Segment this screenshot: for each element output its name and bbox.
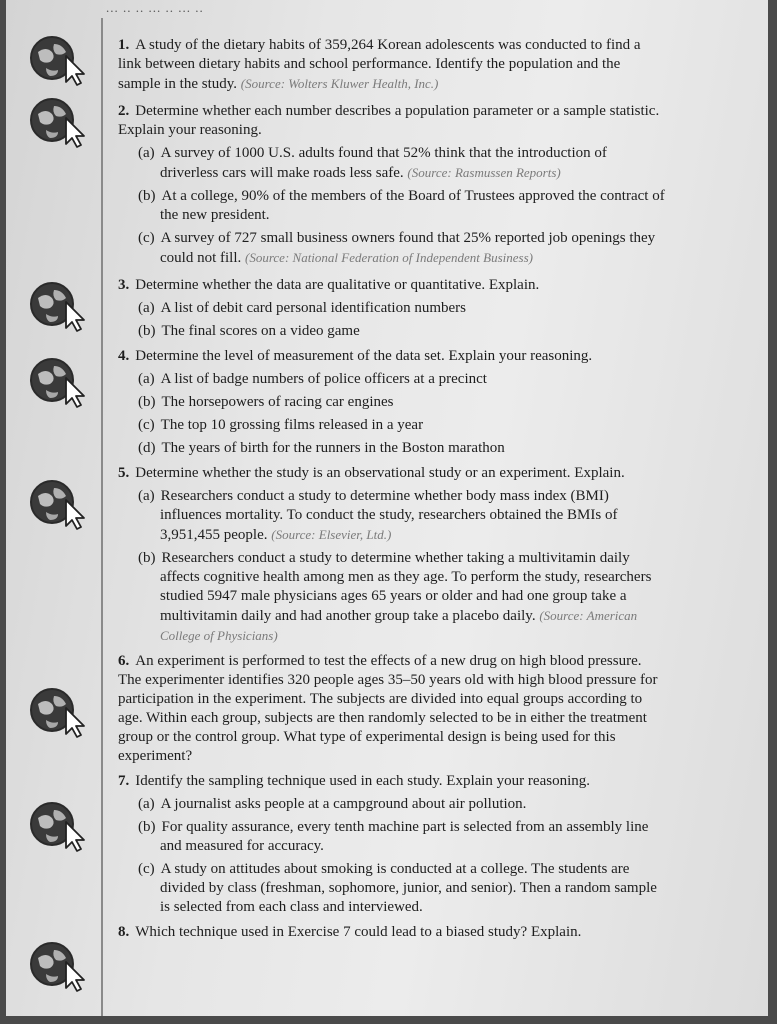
part-label: (a) (138, 145, 155, 161)
source-citation: (Source: National Federation of Independent Business) (245, 250, 533, 265)
exercise-number: 4. (118, 348, 130, 364)
part-label: (b) (138, 394, 156, 410)
exercise-number: 7. (118, 773, 130, 789)
part-label: (a) (138, 796, 155, 812)
exercise-text: Determine whether each number describes a population parameter or a sample statistic. Explain your reasoning. (118, 103, 660, 138)
part-text: At a college, 90% of the members of the Board of Trustees approved the contract of the new president. (160, 188, 665, 223)
exercise-part (138, 322, 666, 341)
exercise-number: 2. (118, 103, 130, 119)
exercise-text: Determine whether the study is an observational study or an experiment. Explain. (135, 465, 625, 481)
part-text: Researchers conduct a study to determine whether body mass index (BMI) influences mortality. To conduct the study, researchers obtained the BMIs of 3,951,455 people. (160, 488, 618, 543)
exercise-part (138, 393, 666, 412)
exercise-prompt (118, 772, 666, 791)
exercise-part (138, 299, 666, 318)
exercise-prompt (118, 652, 666, 766)
globe-cursor-icon (28, 280, 92, 332)
exercise-part (138, 818, 666, 856)
exercise-2 (118, 102, 666, 268)
exercise-number: 8. (118, 924, 130, 940)
exercise-prompt (118, 347, 666, 366)
exercise-text: An experiment is performed to test the effects of a new drug on high blood pressure. The experimenter identifies 320 people ages 35–50 years old with high blood pressure for participation in the experiment. The subjects are divided into equal groups according to age. Within each group, subjects are then randomly selected to be in either the treatment group or the control group. What type of experimental design is being used for this experiment? (118, 653, 658, 764)
globe-cursor-icon (28, 356, 92, 408)
part-label: (c) (138, 230, 155, 246)
source-citation: (Source: American College of Physicians) (160, 608, 638, 643)
exercise-list (118, 36, 666, 942)
exercise-prompt (118, 276, 666, 295)
exercise-4 (118, 347, 666, 458)
part-label: (a) (138, 488, 155, 504)
exercise-3 (118, 276, 666, 341)
cut-off-header: ... .. .. ... .. ... .. (106, 0, 204, 15)
exercise-prompt (118, 464, 666, 483)
exercise-prompt (118, 36, 666, 94)
exercise-text: A study of the dietary habits of 359,264 Korean adolescents was conducted to find a link between dietary habits and school performance. Identify the population and the sample in the study. (118, 37, 641, 92)
source-citation: (Source: Wolters Kluwer Health, Inc.) (240, 76, 439, 91)
exercise-part (138, 487, 666, 545)
part-label: (b) (138, 550, 156, 566)
exercise-part (138, 795, 666, 814)
source-citation: (Source: Elsevier, Ltd.) (271, 527, 392, 542)
part-label: (d) (138, 440, 156, 456)
globe-cursor-icon (28, 800, 92, 852)
part-label: (b) (138, 819, 156, 835)
part-text: A study on attitudes about smoking is conducted at a college. The students are divided by class (freshman, sophomore, junior, and senior). Then a random sample is selected from each class and interviewed. (160, 861, 657, 915)
exercise-5 (118, 464, 666, 646)
exercise-part (138, 416, 666, 435)
part-text: The horsepowers of racing car engines (161, 394, 394, 410)
part-text: A survey of 727 small business owners found that 25% reported job openings they could not fill. (160, 230, 656, 266)
part-text: A list of badge numbers of police officers at a precinct (160, 371, 487, 387)
exercise-part (138, 860, 666, 917)
margin-rule (101, 18, 103, 1016)
part-text: The top 10 grossing films released in a year (160, 417, 424, 433)
exercise-part (138, 144, 666, 183)
globe-cursor-icon (28, 34, 92, 86)
exercise-number: 1. (118, 37, 130, 53)
globe-cursor-icon (28, 686, 92, 738)
exercise-7 (118, 772, 666, 917)
exercise-6 (118, 652, 666, 766)
part-label: (a) (138, 300, 155, 316)
exercise-text: Determine the level of measurement of the data set. Explain your reasoning. (135, 348, 593, 364)
part-label: (c) (138, 861, 155, 877)
globe-cursor-icon (28, 940, 92, 992)
exercise-text: Identify the sampling technique used in each study. Explain your reasoning. (135, 773, 590, 789)
part-text: For quality assurance, every tenth machine part is selected from an assembly line and measured for accuracy. (160, 819, 649, 854)
exercise-part (138, 439, 666, 458)
textbook-page (6, 0, 768, 1016)
part-label: (c) (138, 417, 155, 433)
part-text: The final scores on a video game (161, 323, 360, 339)
part-label: (a) (138, 371, 155, 387)
globe-cursor-icon (28, 96, 92, 148)
part-label: (b) (138, 188, 156, 204)
source-citation: (Source: Rasmussen Reports) (407, 165, 561, 180)
exercise-part (138, 370, 666, 389)
exercise-number: 6. (118, 653, 130, 669)
exercise-8 (118, 923, 666, 942)
exercise-1 (118, 36, 666, 94)
exercise-prompt (118, 102, 666, 140)
exercise-part (138, 187, 666, 225)
exercise-part (138, 549, 666, 646)
exercise-text: Determine whether the data are qualitative or quantitative. Explain. (135, 277, 540, 293)
globe-cursor-icon (28, 478, 92, 530)
part-text: A journalist asks people at a campground about air pollution. (160, 796, 527, 812)
exercise-number: 3. (118, 277, 130, 293)
part-text: A survey of 1000 U.S. adults found that 52% think that the introduction of driverless cars will make roads less safe. (160, 145, 607, 181)
exercise-prompt (118, 923, 666, 942)
part-label: (b) (138, 323, 156, 339)
part-text: Researchers conduct a study to determine whether taking a multivitamin daily affects cognitive health among men as they age. To perform the study, researchers studied 5947 male physicians ages 65 years or older and had one group take a multivitamin daily and had another group take a placebo daily. (160, 550, 652, 624)
exercise-part (138, 229, 666, 268)
exercise-number: 5. (118, 465, 130, 481)
part-text: A list of debit card personal identification numbers (160, 300, 466, 316)
exercise-text: Which technique used in Exercise 7 could lead to a biased study? Explain. (135, 924, 582, 940)
part-text: The years of birth for the runners in the Boston marathon (161, 440, 505, 456)
